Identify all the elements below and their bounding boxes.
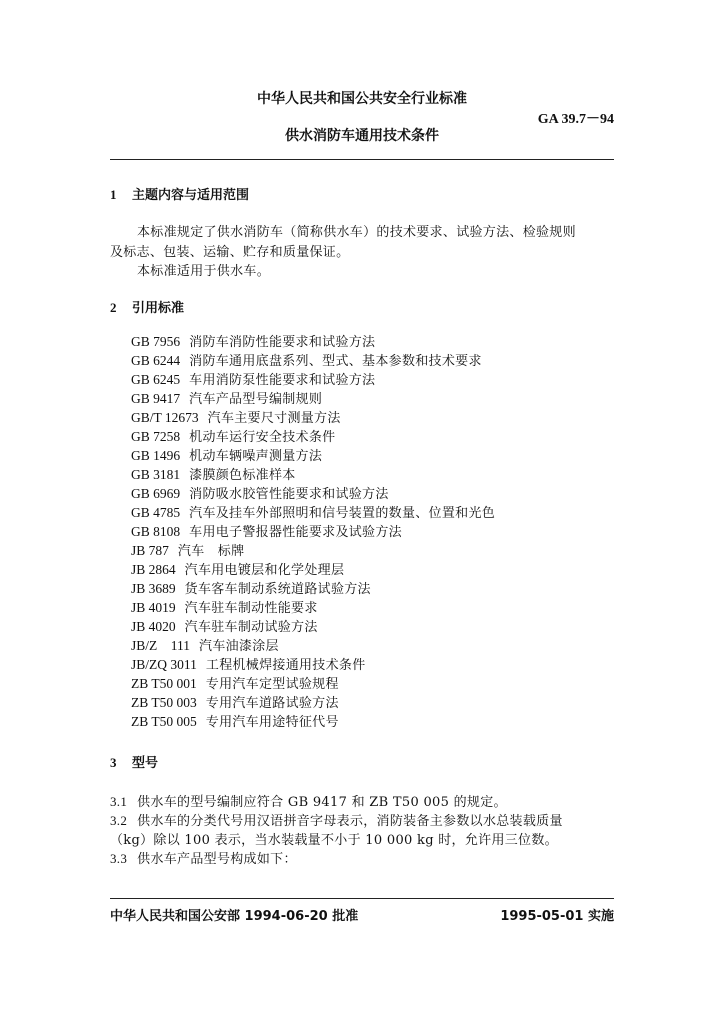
reference-name: 车用电子警报器性能要求及试验方法: [189, 525, 402, 540]
reference-item: [131, 484, 495, 503]
section-1-para-1-line-1: 本标准规定了供水消防车（简称供水车）的技术要求、试验方法、检验规则: [137, 225, 576, 240]
reference-code: JB/Z 111: [131, 638, 191, 653]
reference-item: [131, 408, 495, 427]
clause-3-2-line-1: [110, 810, 563, 829]
reference-name: 汽车 标牌: [177, 544, 245, 559]
reference-code: GB 1496: [131, 448, 181, 463]
standard-number: GA 39.7－94: [537, 112, 614, 127]
reference-name: 漆膜颜色标准样本: [189, 468, 296, 483]
effective-date: 1995-05-01 实施: [500, 909, 614, 924]
reference-code: GB 4785: [131, 505, 181, 520]
reference-item: [131, 674, 495, 693]
reference-code: JB 3689: [131, 581, 176, 596]
section-2-number: 2: [110, 300, 117, 315]
footer-divider: [110, 898, 614, 899]
reference-item: [131, 541, 495, 560]
section-1-heading: [110, 184, 249, 203]
header-divider: [110, 159, 614, 160]
reference-code: GB 6244: [131, 353, 181, 368]
reference-item: [131, 712, 495, 731]
clause-3-3-text: 供水车产品型号构成如下：: [137, 852, 297, 867]
reference-item: [131, 389, 495, 408]
reference-name: 消防吸水胶管性能要求和试验方法: [189, 487, 389, 502]
reference-code: GB 8108: [131, 524, 181, 539]
reference-name: 汽车驻车制动性能要求: [184, 601, 318, 616]
clause-3-2-text-1: 供水车的分类代号用汉语拼音字母表示，消防装备主参数以水总装载质量: [137, 814, 563, 829]
reference-name: 车用消防泵性能要求和试验方法: [189, 373, 376, 388]
reference-name: 货车客车制动系统道路试验方法: [184, 582, 371, 597]
clause-3-3-number: 3.3: [110, 851, 128, 866]
reference-code: ZB T50 005: [131, 714, 197, 729]
reference-name: 消防车消防性能要求和试验方法: [189, 335, 376, 350]
reference-code: JB 787: [131, 543, 169, 558]
reference-code: GB 7956: [131, 334, 181, 349]
section-1-title: 主题内容与适用范围: [132, 188, 250, 203]
reference-code: JB 2864: [131, 562, 176, 577]
reference-item: [131, 579, 495, 598]
reference-code: GB 3181: [131, 467, 181, 482]
clause-3-3: [110, 848, 297, 867]
reference-name: 工程机械焊接通用技术条件: [205, 658, 366, 673]
reference-item: [131, 522, 495, 541]
reference-item: [131, 617, 495, 636]
clause-3-1-number: 3.1: [110, 794, 128, 809]
reference-code: GB/T 12673: [131, 410, 199, 425]
reference-item: [131, 655, 495, 674]
reference-name: 专用汽车用途特征代号: [205, 715, 339, 730]
reference-code: JB 4019: [131, 600, 176, 615]
reference-item: [131, 370, 495, 389]
section-3-number: 3: [110, 755, 117, 770]
reference-name: 汽车主要尺寸测量方法: [207, 411, 341, 426]
reference-name: 机动车辆噪声测量方法: [189, 449, 323, 464]
section-3-title: 型号: [132, 756, 159, 771]
reference-item: [131, 427, 495, 446]
reference-code: JB/ZQ 3011: [131, 657, 197, 672]
reference-item: [131, 503, 495, 522]
reference-item: [131, 598, 495, 617]
reference-code: GB 6969: [131, 486, 181, 501]
reference-code: ZB T50 001: [131, 676, 197, 691]
org-standard-title: 中华人民共和国公共安全行业标准: [257, 91, 467, 107]
section-2-title: 引用标准: [132, 301, 185, 316]
reference-item: [131, 351, 495, 370]
reference-item: [131, 693, 495, 712]
section-1-number: 1: [110, 187, 117, 202]
reference-name: 机动车运行安全技术条件: [189, 430, 336, 445]
reference-item: [131, 446, 495, 465]
clause-3-2-number: 3.2: [110, 813, 128, 828]
reference-name: 消防车通用底盘系列、型式、基本参数和技术要求: [189, 354, 482, 369]
clause-3-1: [110, 791, 507, 810]
reference-name: 专用汽车定型试验规程: [205, 677, 339, 692]
reference-item: [131, 465, 495, 484]
reference-list: [131, 332, 495, 731]
clause-3-1-text: 供水车的型号编制应符合 GB 9417 和 ZB T50 005 的规定。: [137, 795, 507, 810]
reference-item: [131, 560, 495, 579]
reference-name: 专用汽车道路试验方法: [205, 696, 339, 711]
reference-name: 汽车油漆涂层: [199, 639, 279, 654]
reference-code: JB 4020: [131, 619, 176, 634]
reference-name: 汽车驻车制动试验方法: [184, 620, 318, 635]
reference-code: ZB T50 003: [131, 695, 197, 710]
reference-name: 汽车用电镀层和化学处理层: [184, 563, 345, 578]
section-1-para-1-line-2: 及标志、包装、运输、贮存和质量保证。: [110, 245, 350, 260]
reference-code: GB 6245: [131, 372, 181, 387]
reference-item: [131, 332, 495, 351]
section-3-heading: [110, 752, 158, 771]
reference-code: GB 7258: [131, 429, 181, 444]
section-1-para-2: 本标准适用于供水车。: [137, 264, 271, 279]
reference-name: 汽车及挂车外部照明和信号装置的数量、位置和光色: [189, 506, 496, 521]
reference-name: 汽车产品型号编制规则: [189, 392, 323, 407]
document-title: 供水消防车通用技术条件: [285, 128, 439, 144]
reference-code: GB 9417: [131, 391, 181, 406]
clause-3-2-line-2: （kg）除以 100 表示，当水装载量不小于 10 000 kg 时，允许用三位数。: [110, 833, 558, 848]
reference-item: [131, 636, 495, 655]
section-2-heading: [110, 297, 184, 316]
approval-line: 中华人民共和国公安部 1994-06-20 批准: [110, 909, 359, 924]
